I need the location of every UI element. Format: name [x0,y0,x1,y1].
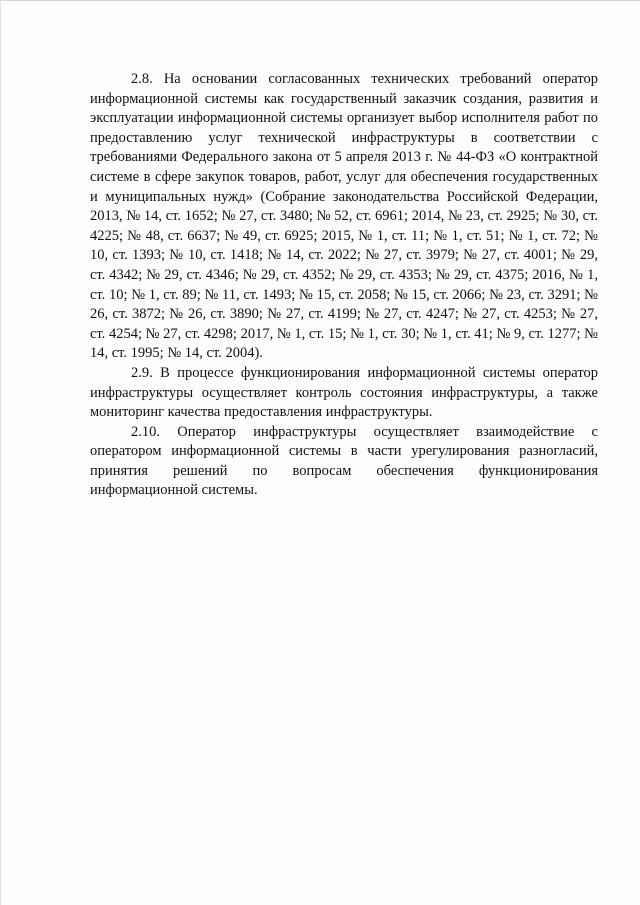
scan-edge-left [0,0,1,905]
scan-edge-top [0,0,640,1]
paragraph-2-9: 2.9. В процессе функционирования информационной системы оператор инфраструктуры осуществляет контроль состояния инфраструктуры, а также мониторинг качества предоставления инфраструктуры. [90,364,598,421]
paragraph-2-10: 2.10. Оператор инфраструктуры осуществляет взаимодействие с оператором информационной системы в части урегулирования разногласий, принятия решений по вопросам обеспечения функционирования информационной системы. [90,423,598,499]
document-body [90,70,598,501]
paragraph-2-8: 2.8. На основании согласованных технических требований оператор информационной системы как государственный заказчик создания, развития и эксплуатации информационной системы организует выбор исполнителя работ по предоставлению услуг технической инфраструктуры в соответствии с требованиями Федерального закона от 5 апреля 2013 г. № 44-ФЗ «О контрактной системе в сфере закупок товаров, работ, услуг для обеспечения государственных и муниципальных нужд» (Собрание законодательства Российской Федерации, 2013, № 14, ст. 1652; № 27, ст. 3480; № 52, ст. 6961; 2014, № 23, ст. 2925; № 30, ст. 4225; № 48, ст. 6637; № 49, ст. 6925; 2015, № 1, ст. 11; № 1, ст. 51; № 1, ст. 72; № 10, ст. 1393; № 10, ст. 1418; № 14, ст. 2022; № 27, ст. 3979; № 27, ст. 4001; № 29, ст. 4342; № 29, ст. 4346; № 29, ст. 4352; № 29, ст. 4353; № 29, ст. 4375; 2016, № 1, ст. 10; № 1, ст. 89; № 11, ст. 1493; № 15, ст. 2058; № 15, ст. 2066; № 23, ст. 3291; № 26, ст. 3872; № 26, ст. 3890; № 27, ст. 4199; № 27, ст. 4247; № 27, ст. 4253; № 27, ст. 4254; № 27, ст. 4298; 2017, № 1, ст. 15; № 1, ст. 30; № 1, ст. 41; № 9, ст. 1277; № 14, ст. 1995; № 14, ст. 2004). [90,71,598,362]
